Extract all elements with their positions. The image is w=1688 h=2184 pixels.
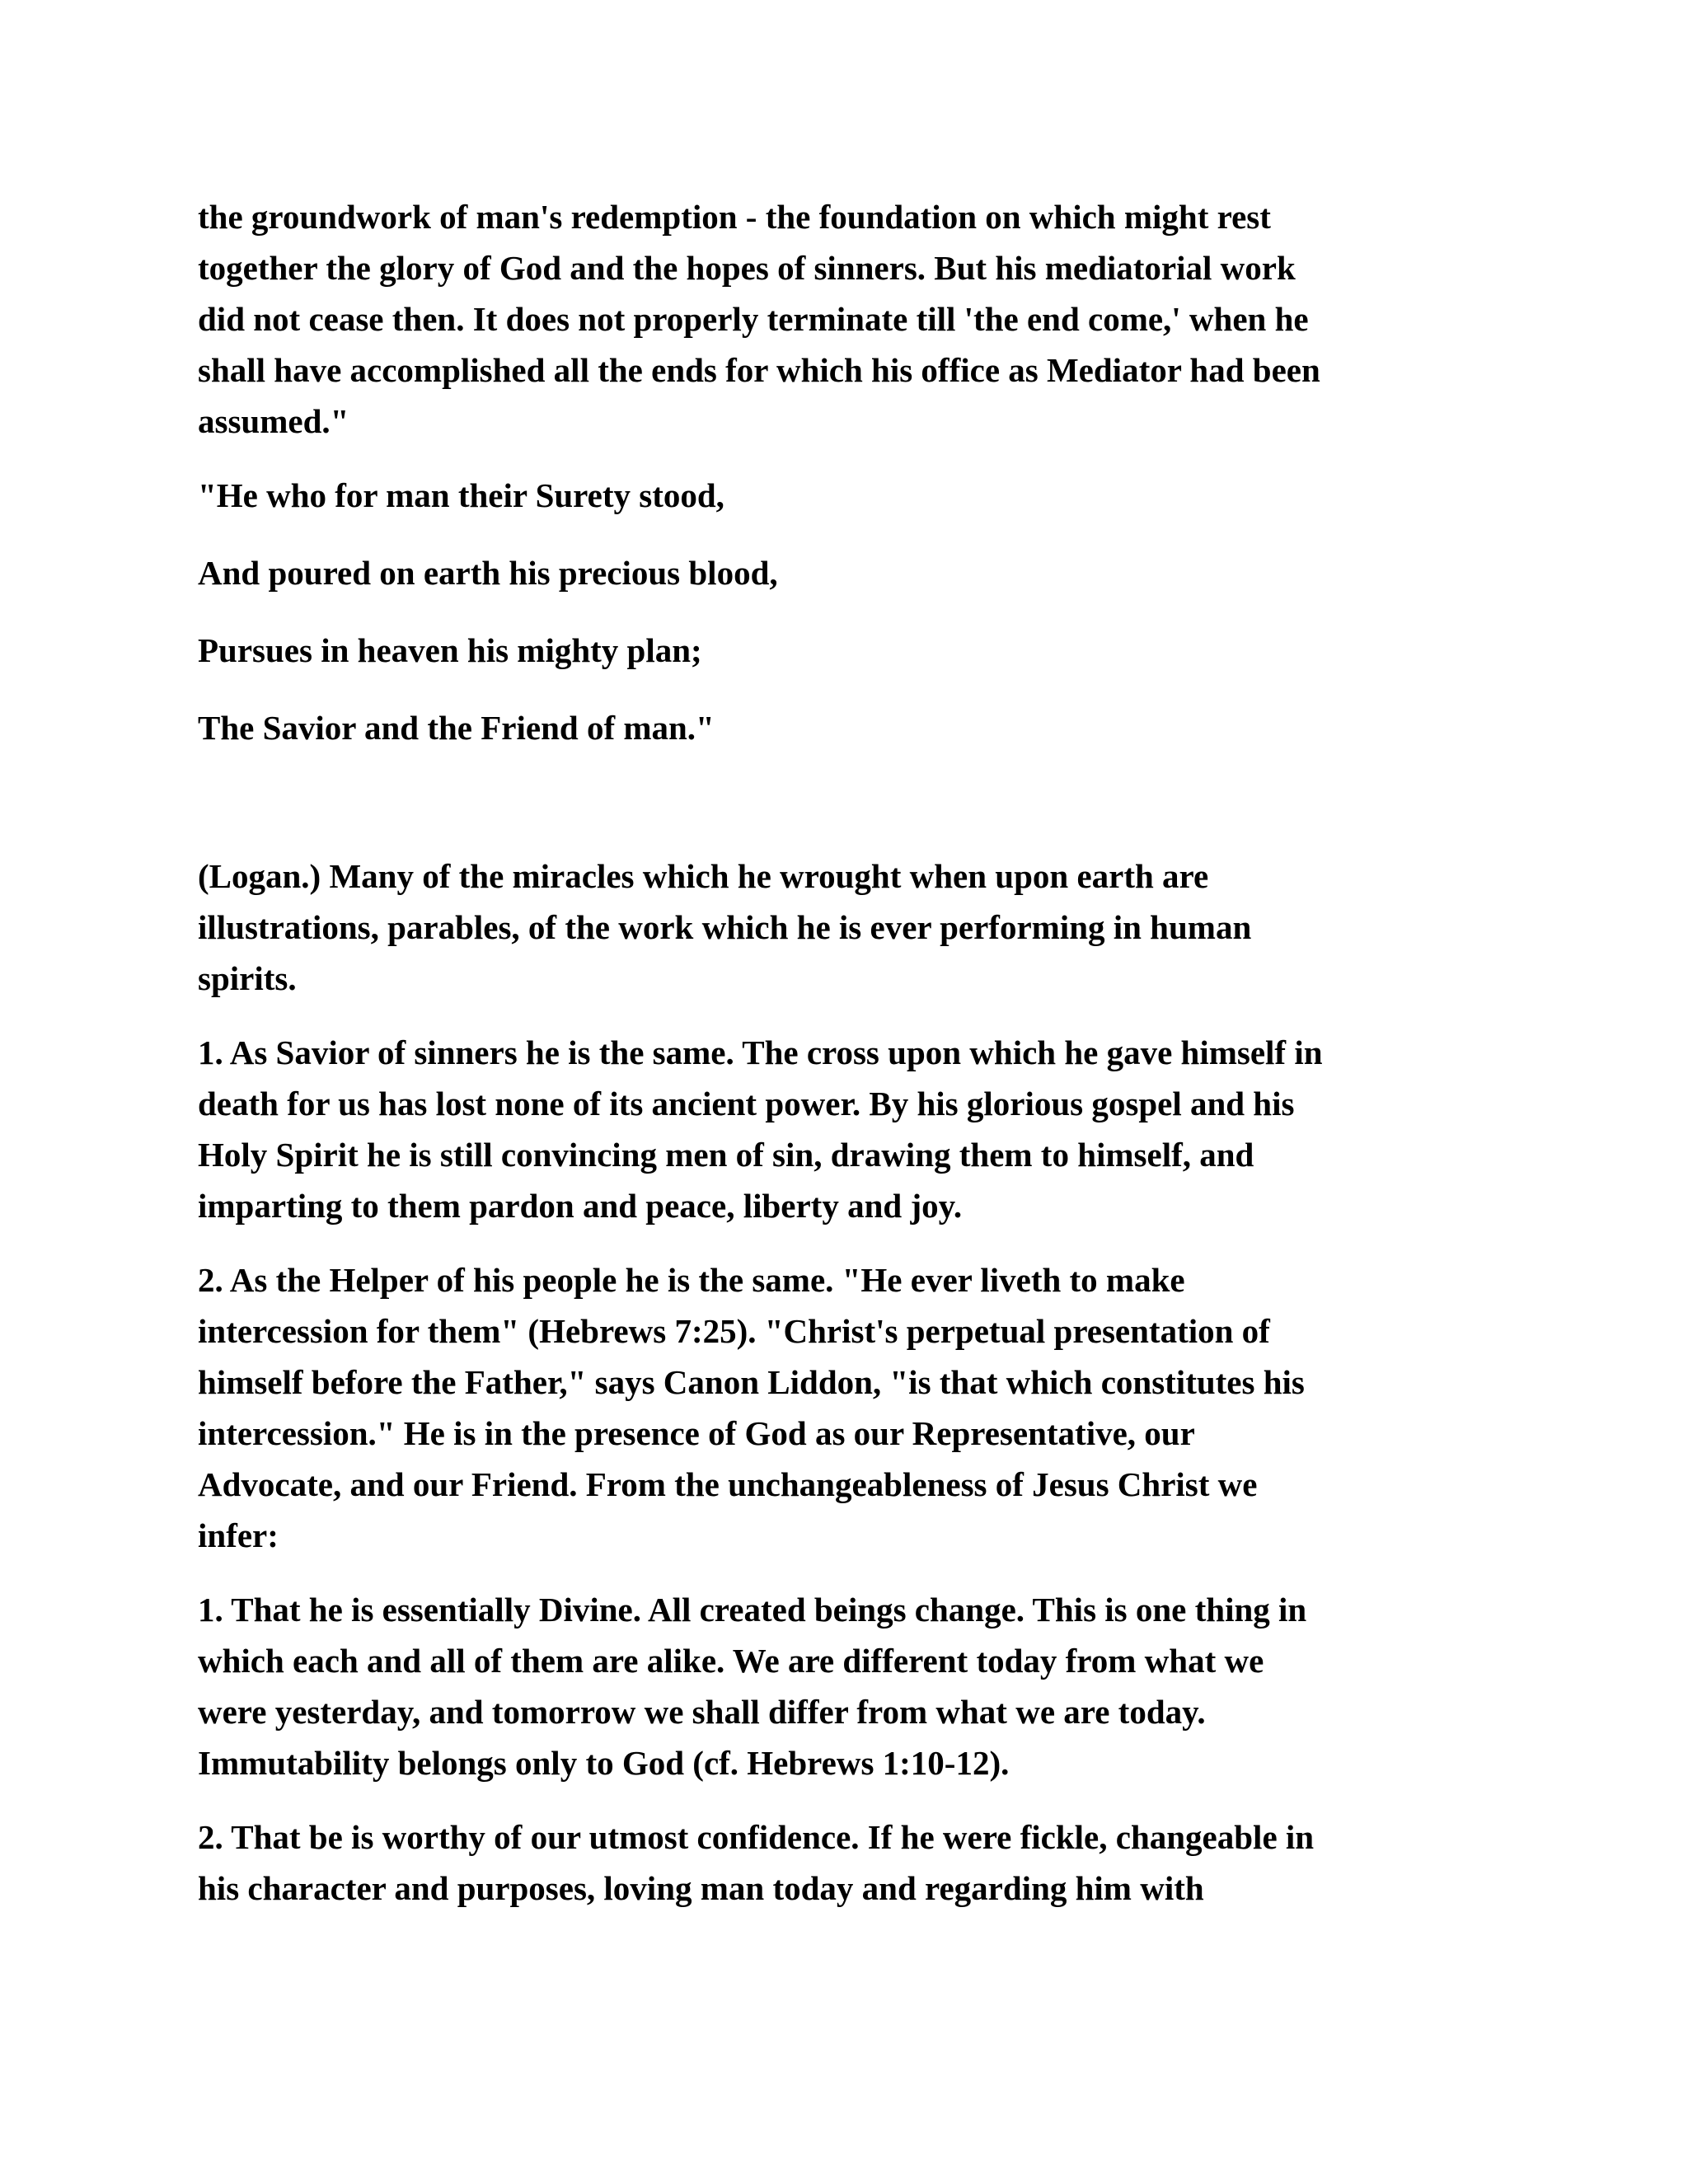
text-line: 2. That be is worthy of our utmost confidence. If he were fickle, changeable in (198, 1818, 1315, 1856)
text-line: Holy Spirit he is still convincing men of sin, drawing them to himself, and (198, 1136, 1254, 1174)
text-line: together the glory of God and the hopes of sinners. But his mediatorial work (198, 249, 1296, 287)
text-line: Advocate, and our Friend. From the unchangeableness of Jesus Christ we (198, 1465, 1258, 1503)
paragraph-utmost-confidence (198, 1811, 1517, 1914)
paragraph-helper-of-people (198, 1254, 1517, 1561)
paragraph-logan-miracles (198, 851, 1517, 1004)
text-line: 1. As Savior of sinners he is the same. The cross upon which he gave himself in (198, 1033, 1323, 1071)
text-line: 2. As the Helper of his people he is the same. "He ever liveth to make (198, 1261, 1185, 1299)
page-body-text (198, 191, 1517, 1937)
text-line: assumed." (198, 402, 349, 440)
text-line: spirits. (198, 959, 297, 997)
verse-line-2: And poured on earth his precious blood, (198, 554, 778, 592)
verse-line-1: "He who for man their Surety stood, (198, 476, 724, 514)
text-line: his character and purposes, loving man today and regarding him with (198, 1869, 1204, 1907)
text-line: intercession for them" (Hebrews 7:25). "Christ's perpetual presentation of (198, 1312, 1270, 1350)
text-line: illustrations, parables, of the work which he is ever performing in human (198, 908, 1252, 946)
text-line: death for us has lost none of its ancient power. By his glorious gospel and his (198, 1085, 1295, 1122)
text-line: did not cease then. It does not properly terminate till 'the end come,' when he (198, 300, 1309, 338)
paragraph-savior-of-sinners (198, 1027, 1517, 1231)
text-line: the groundwork of man's redemption - the foundation on which might rest (198, 198, 1271, 236)
paragraph-essentially-divine (198, 1584, 1517, 1788)
paragraph-groundwork (198, 191, 1517, 447)
text-line: 1. That he is essentially Divine. All created beings change. This is one thing in (198, 1591, 1307, 1629)
text-line: imparting to them pardon and peace, liberty and joy. (198, 1187, 963, 1225)
verse-line-3: Pursues in heaven his mighty plan; (198, 631, 702, 669)
text-line: were yesterday, and tomorrow we shall differ from what we are today. (198, 1693, 1206, 1731)
text-line: infer: (198, 1516, 279, 1554)
text-line: intercession." He is in the presence of God as our Representative, our (198, 1414, 1195, 1452)
verse-line-4: The Savior and the Friend of man." (198, 709, 715, 747)
text-line: himself before the Father," says Canon Liddon, "is that which constitutes his (198, 1363, 1305, 1401)
text-line: (Logan.) Many of the miracles which he wrought when upon earth are (198, 857, 1209, 895)
text-line: Immutability belongs only to God (cf. Hebrews 1:10-12). (198, 1744, 1010, 1782)
text-line: shall have accomplished all the ends for which his office as Mediator had been (198, 351, 1320, 389)
text-line: which each and all of them are alike. We are different today from what we (198, 1642, 1264, 1680)
